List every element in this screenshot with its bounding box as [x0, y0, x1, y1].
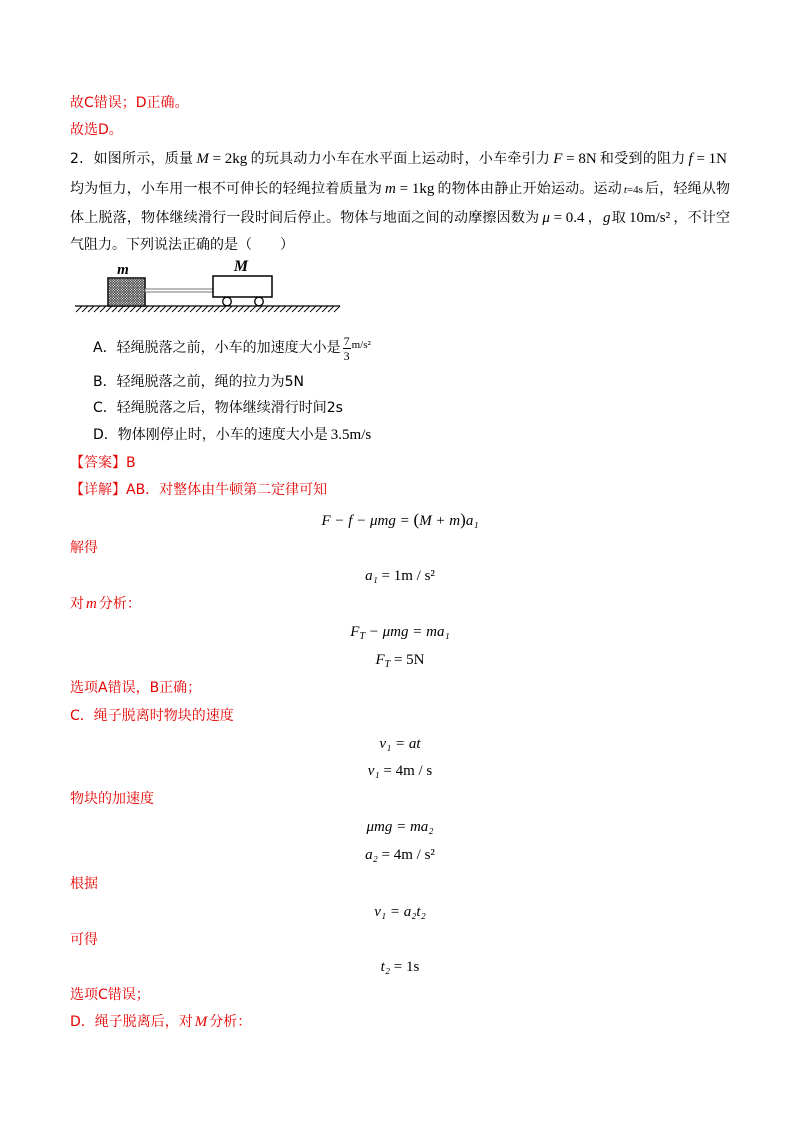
ground-hatching	[76, 306, 340, 312]
math-variable: f	[688, 151, 693, 167]
equation-a2	[0, 841, 800, 869]
equation-part: F − f − μmg =	[321, 513, 414, 529]
fraction	[343, 335, 351, 362]
ground-hatch-line	[118, 306, 124, 312]
inline-math-gravity-symbol: g	[603, 210, 611, 226]
part-d-intro	[70, 1008, 251, 1036]
result-label: 可得	[70, 932, 98, 948]
ground-hatch-line	[244, 306, 250, 312]
equation-variable: F	[350, 624, 360, 640]
block-m	[108, 278, 145, 306]
cart-body	[213, 276, 272, 297]
math-variable: μ	[542, 210, 550, 226]
math-variable: F	[553, 151, 563, 167]
label-text: 分析：	[209, 1014, 252, 1030]
according-label: 根据	[70, 876, 98, 892]
question-stem-line-1	[70, 144, 730, 174]
label-text: D．绳子脱离后，对	[70, 1014, 193, 1030]
ground-hatch-line	[202, 306, 208, 312]
cart-block-diagram	[70, 255, 350, 317]
cart-label: M	[233, 258, 249, 275]
equation-variable: F	[375, 652, 385, 668]
math-value: = 1N	[692, 151, 727, 167]
ground-hatch-line	[226, 306, 232, 312]
fraction-denominator: 3	[343, 348, 350, 363]
rope	[145, 289, 213, 292]
detail-intro: 【详解】AB．对整体由牛顿第二定律可知	[70, 482, 328, 498]
option-a	[93, 331, 371, 363]
math-variable: t	[623, 184, 627, 196]
analyze-m-label	[70, 590, 141, 618]
ground-hatch-line	[82, 306, 88, 312]
equation-v1-value	[0, 757, 800, 785]
previous-answer-choice: 故选D。	[70, 122, 123, 138]
question-stem-line-2	[70, 174, 730, 204]
block-acceleration-label: 物块的加速度	[70, 791, 154, 807]
option-b: B．轻绳脱落之前，绳的拉力为5N	[93, 374, 304, 390]
ground-hatch-line	[94, 306, 100, 312]
equation-part: M + m	[419, 513, 461, 529]
equation-tension-newton	[0, 618, 800, 646]
stem-text: 2．如图所示，质量	[70, 151, 194, 167]
ground-hatch-line	[268, 306, 274, 312]
ground-hatch-line	[232, 306, 238, 312]
ground-hatch-line	[190, 306, 196, 312]
inline-math-traction-force	[553, 144, 596, 174]
previous-conclusion: 故C错误；D正确。	[70, 95, 189, 111]
ground-hatch-line	[322, 306, 328, 312]
ground-hatch-line	[112, 306, 118, 312]
equation-part: v₁ = at	[379, 736, 421, 752]
math-value: =4s	[626, 184, 643, 196]
ground-hatch-line	[334, 306, 340, 312]
equation-value: = 5N	[390, 652, 425, 668]
ground-hatch-line	[88, 306, 94, 312]
cart-wheel-left	[223, 297, 232, 306]
math-value: = 8N	[562, 151, 597, 167]
equation-value: = 4m / s	[379, 763, 433, 779]
ground-hatch-line	[76, 306, 82, 312]
ground-hatch-line	[148, 306, 154, 312]
equation-part: a₁	[465, 513, 479, 529]
question-stem-line-4: 气阻力。下列说法正确的是（ ）	[70, 237, 294, 253]
option-c: C．轻绳脱落之后，物体继续滑行时间2s	[93, 400, 343, 416]
question-stem-line-3	[70, 204, 730, 232]
ground-hatch-line	[100, 306, 106, 312]
equation-v1-formula	[0, 730, 800, 758]
ground-hatch-line	[196, 306, 202, 312]
ground-hatch-line	[142, 306, 148, 312]
math-value: = 2kg	[208, 151, 248, 167]
part-c-intro: C．绳子脱离时物块的速度	[70, 708, 234, 724]
math-variable: M	[196, 151, 209, 167]
equation-t2	[0, 953, 800, 981]
stem-text: 后，轻绳从物	[644, 181, 731, 197]
equation-part: v₁ = a₂t₂	[374, 904, 426, 920]
equation-variable: a₁	[365, 568, 378, 584]
ground-hatch-line	[172, 306, 178, 312]
equation-a1	[0, 562, 800, 590]
stem-text: 的物体由静止开始运动。运动	[437, 181, 622, 197]
equation-part: μmg = ma₂	[366, 819, 434, 835]
math-variable: M	[194, 1014, 208, 1030]
ground-hatch-line	[184, 306, 190, 312]
ground-hatch-line	[316, 306, 322, 312]
stem-text: 的玩具动力小车在水平面上运动时，小车牵引力	[250, 151, 551, 167]
inline-math-time	[624, 175, 643, 205]
option-text: A．轻绳脱落之前，小车的加速度大小是	[93, 340, 341, 356]
stem-text: 和受到的阻力	[599, 151, 686, 167]
equation-value: = 4m / s²	[377, 847, 435, 863]
equation-variable: t₂	[380, 959, 391, 975]
inline-math-resistance	[689, 144, 727, 174]
math-value: = 1kg	[395, 181, 435, 197]
ground-hatch-line	[214, 306, 220, 312]
left-paren: (	[413, 510, 420, 529]
ground-hatch-line	[286, 306, 292, 312]
option-d	[93, 421, 371, 449]
stem-text: 体上脱落，物体继续滑行一段时间后停止。物体与地面之间的动摩擦因数为	[70, 210, 540, 226]
ground-hatch-line	[304, 306, 310, 312]
stem-text: ，不计空	[673, 210, 731, 226]
equation-variable: a₂	[365, 847, 378, 863]
conclusion-ab: 选项A错误，B正确；	[70, 680, 202, 696]
ground-hatch-line	[136, 306, 142, 312]
fraction-numerator: 7	[343, 333, 350, 348]
label-text: 分析：	[98, 596, 141, 612]
equation-tension-value	[0, 646, 800, 674]
ground-hatch-line	[106, 306, 112, 312]
ground-hatch-line	[250, 306, 256, 312]
math-variable: m	[86, 596, 97, 612]
ground-hatch-line	[160, 306, 166, 312]
ground-hatch-line	[178, 306, 184, 312]
ground-hatch-line	[220, 306, 226, 312]
math-value: = 0.4	[549, 210, 585, 226]
block-label: m	[117, 262, 129, 278]
ground-hatch-line	[154, 306, 160, 312]
equation-subscript: T	[384, 659, 391, 670]
ground-hatch-line	[262, 306, 268, 312]
solve-label: 解得	[70, 540, 98, 556]
speed-value: 3.5m/s	[330, 427, 372, 443]
ground-hatch-line	[208, 306, 214, 312]
label-text: 对	[70, 596, 84, 612]
stem-text: 均为恒力，小车用一根不可伸长的轻绳拉着质量为	[70, 181, 383, 197]
equation-subscript: T	[359, 631, 366, 642]
option-text: D．物体刚停止时，小车的速度大小是	[93, 427, 328, 443]
equation-value: = 1s	[390, 959, 420, 975]
cart-wheel-right	[255, 297, 264, 306]
ground-hatch-line	[166, 306, 172, 312]
ground-hatch-line	[130, 306, 136, 312]
ground-hatch-line	[328, 306, 334, 312]
ground-hatch-line	[124, 306, 130, 312]
inline-math-friction-coefficient	[542, 204, 584, 232]
inline-math-cart-mass	[196, 144, 247, 174]
conclusion-c: 选项C错误；	[70, 987, 150, 1003]
inline-math-gravity-value: 10m/s²	[628, 210, 671, 226]
equation-kinematic	[0, 898, 800, 926]
ground-hatch-line	[310, 306, 316, 312]
right-paren: )	[460, 510, 466, 529]
equation-overall-newton	[0, 506, 800, 534]
answer-label: 【答案】B	[70, 455, 136, 471]
equation-friction	[0, 813, 800, 841]
stem-text: 取	[611, 210, 626, 226]
equation-part: − μmg = ma₁	[365, 624, 450, 640]
ground-hatch-line	[280, 306, 286, 312]
math-variable: m	[385, 181, 396, 197]
ground-hatch-line	[274, 306, 280, 312]
ground-hatch-line	[238, 306, 244, 312]
ground-hatch-line	[256, 306, 262, 312]
acceleration-unit: m/s²	[351, 339, 371, 351]
ground-hatch-line	[298, 306, 304, 312]
inline-math-block-mass	[385, 174, 434, 204]
stem-text: ，	[587, 210, 603, 226]
ground-hatch-line	[292, 306, 298, 312]
equation-variable: v₁	[367, 763, 380, 779]
equation-value: = 1m / s²	[377, 568, 435, 584]
